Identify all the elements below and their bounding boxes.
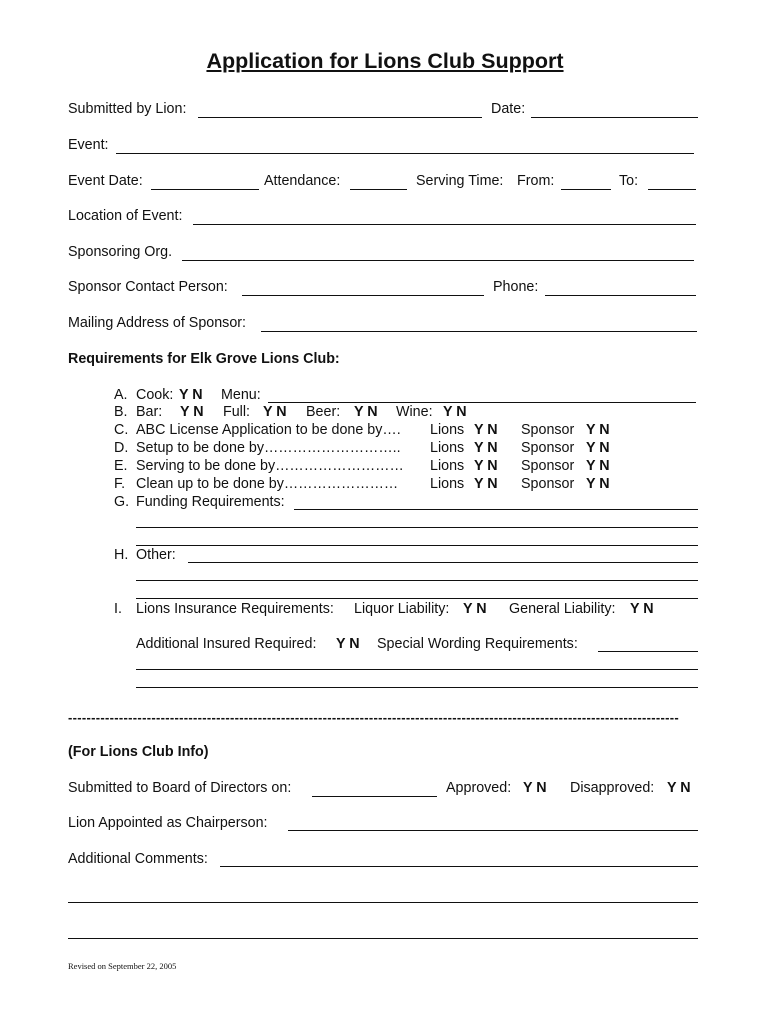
wine-label: Wine:: [396, 404, 433, 420]
approved-label: Approved:: [446, 780, 512, 796]
general-liability-yn[interactable]: Y N: [630, 601, 654, 617]
to-label: To:: [619, 173, 639, 189]
item-b-letter: B.: [114, 404, 128, 420]
menu-label: Menu:: [221, 387, 261, 403]
abc-sponsor-label: Sponsor: [521, 422, 575, 438]
setup-lions-yn[interactable]: Y N: [474, 440, 498, 456]
funding-field-line-2[interactable]: [136, 527, 698, 528]
cleanup-lions-label: Lions: [430, 476, 465, 492]
cleanup-sponsor-label: Sponsor: [521, 476, 575, 492]
requirements-heading: Requirements for Elk Grove Lions Club:: [68, 351, 340, 367]
setup-label: Setup to be done by………………………..: [136, 440, 401, 456]
comments-field[interactable]: [220, 866, 698, 867]
attendance-field[interactable]: [350, 189, 407, 190]
general-liability-label: General Liability:: [509, 601, 616, 617]
item-h-letter: H.: [114, 547, 129, 563]
liquor-liability-yn[interactable]: Y N: [463, 601, 487, 617]
wine-yn[interactable]: Y N: [443, 404, 467, 420]
cleanup-lions-yn[interactable]: Y N: [474, 476, 498, 492]
submitted-board-label: Submitted to Board of Directors on:: [68, 780, 292, 796]
to-field[interactable]: [648, 189, 696, 190]
form-title: Application for Lions Club Support: [206, 49, 564, 73]
event-date-label: Event Date:: [68, 173, 143, 189]
other-field[interactable]: [188, 562, 698, 563]
bar-label: Bar:: [136, 404, 163, 420]
bar-yn[interactable]: Y N: [180, 404, 204, 420]
serving-sponsor-label: Sponsor: [521, 458, 575, 474]
mailing-address-field[interactable]: [261, 331, 697, 332]
from-label: From:: [517, 173, 555, 189]
serving-label: Serving to be done by………………………: [136, 458, 404, 474]
setup-sponsor-label: Sponsor: [521, 440, 575, 456]
liquor-liability-label: Liquor Liability:: [354, 601, 450, 617]
disapproved-yn[interactable]: Y N: [667, 780, 691, 796]
section-separator: ------------------------------------------------------------------------------------------------------------------------------------: [68, 711, 680, 725]
abc-license-label: ABC License Application to be done by….: [136, 422, 401, 438]
chairperson-label: Lion Appointed as Chairperson:: [68, 815, 268, 831]
setup-lions-label: Lions: [430, 440, 465, 456]
submitted-board-field[interactable]: [312, 796, 437, 797]
phone-field[interactable]: [545, 295, 696, 296]
abc-lions-label: Lions: [430, 422, 465, 438]
location-label: Location of Event:: [68, 208, 183, 224]
attendance-label: Attendance:: [264, 173, 341, 189]
special-wording-field[interactable]: [598, 651, 698, 652]
sponsor-contact-label: Sponsor Contact Person:: [68, 279, 228, 295]
location-field[interactable]: [193, 224, 696, 225]
club-info-heading: (For Lions Club Info): [68, 744, 209, 760]
item-d-letter: D.: [114, 440, 129, 456]
date-label: Date:: [491, 101, 526, 117]
phone-label: Phone:: [493, 279, 539, 295]
item-i-letter: I.: [114, 601, 122, 617]
event-date-field[interactable]: [151, 189, 259, 190]
additional-insured-yn[interactable]: Y N: [336, 636, 360, 652]
sponsoring-org-field[interactable]: [182, 260, 694, 261]
item-g-letter: G.: [114, 494, 130, 510]
beer-yn[interactable]: Y N: [354, 404, 378, 420]
setup-sponsor-yn[interactable]: Y N: [586, 440, 610, 456]
other-field-line-3[interactable]: [136, 598, 698, 599]
sponsor-contact-field[interactable]: [242, 295, 484, 296]
disapproved-label: Disapproved:: [570, 780, 655, 796]
other-label: Other:: [136, 547, 176, 563]
date-field[interactable]: [531, 117, 698, 118]
sponsoring-org-label: Sponsoring Org.: [68, 244, 173, 260]
insurance-label: Lions Insurance Requirements:: [136, 601, 334, 617]
comments-field-line-2[interactable]: [68, 902, 698, 903]
submitted-by-label: Submitted by Lion:: [68, 101, 187, 117]
serving-time-label: Serving Time:: [416, 173, 504, 189]
approved-yn[interactable]: Y N: [523, 780, 547, 796]
beer-label: Beer:: [306, 404, 341, 420]
funding-label: Funding Requirements:: [136, 494, 285, 510]
event-label: Event:: [68, 137, 109, 153]
revision-footer: Revised on September 22, 2005: [68, 961, 177, 971]
submitted-by-field[interactable]: [198, 117, 482, 118]
menu-field[interactable]: [268, 402, 696, 403]
full-yn[interactable]: Y N: [263, 404, 287, 420]
abc-lions-yn[interactable]: Y N: [474, 422, 498, 438]
special-wording-line-3[interactable]: [136, 687, 698, 688]
from-field[interactable]: [561, 189, 611, 190]
cook-label: Cook:: [136, 387, 174, 403]
cleanup-label: Clean up to be done by……………………: [136, 476, 399, 492]
serving-lions-yn[interactable]: Y N: [474, 458, 498, 474]
comments-label: Additional Comments:: [68, 851, 208, 867]
other-field-line-2[interactable]: [136, 580, 698, 581]
item-a-letter: A.: [114, 387, 128, 403]
comments-field-line-3[interactable]: [68, 938, 698, 939]
serving-lions-label: Lions: [430, 458, 465, 474]
item-f-letter: F.: [114, 476, 126, 492]
special-wording-line-2[interactable]: [136, 669, 698, 670]
item-c-letter: C.: [114, 422, 129, 438]
funding-field-line-3[interactable]: [136, 545, 698, 546]
serving-sponsor-yn[interactable]: Y N: [586, 458, 610, 474]
item-e-letter: E.: [114, 458, 128, 474]
cleanup-sponsor-yn[interactable]: Y N: [586, 476, 610, 492]
special-wording-label: Special Wording Requirements:: [377, 636, 578, 652]
full-label: Full:: [223, 404, 251, 420]
additional-insured-label: Additional Insured Required:: [136, 636, 317, 652]
event-field[interactable]: [116, 153, 694, 154]
abc-sponsor-yn[interactable]: Y N: [586, 422, 610, 438]
funding-field[interactable]: [294, 509, 698, 510]
chairperson-field[interactable]: [288, 830, 698, 831]
mailing-address-label: Mailing Address of Sponsor:: [68, 315, 247, 331]
cook-yn[interactable]: Y N: [179, 387, 203, 403]
